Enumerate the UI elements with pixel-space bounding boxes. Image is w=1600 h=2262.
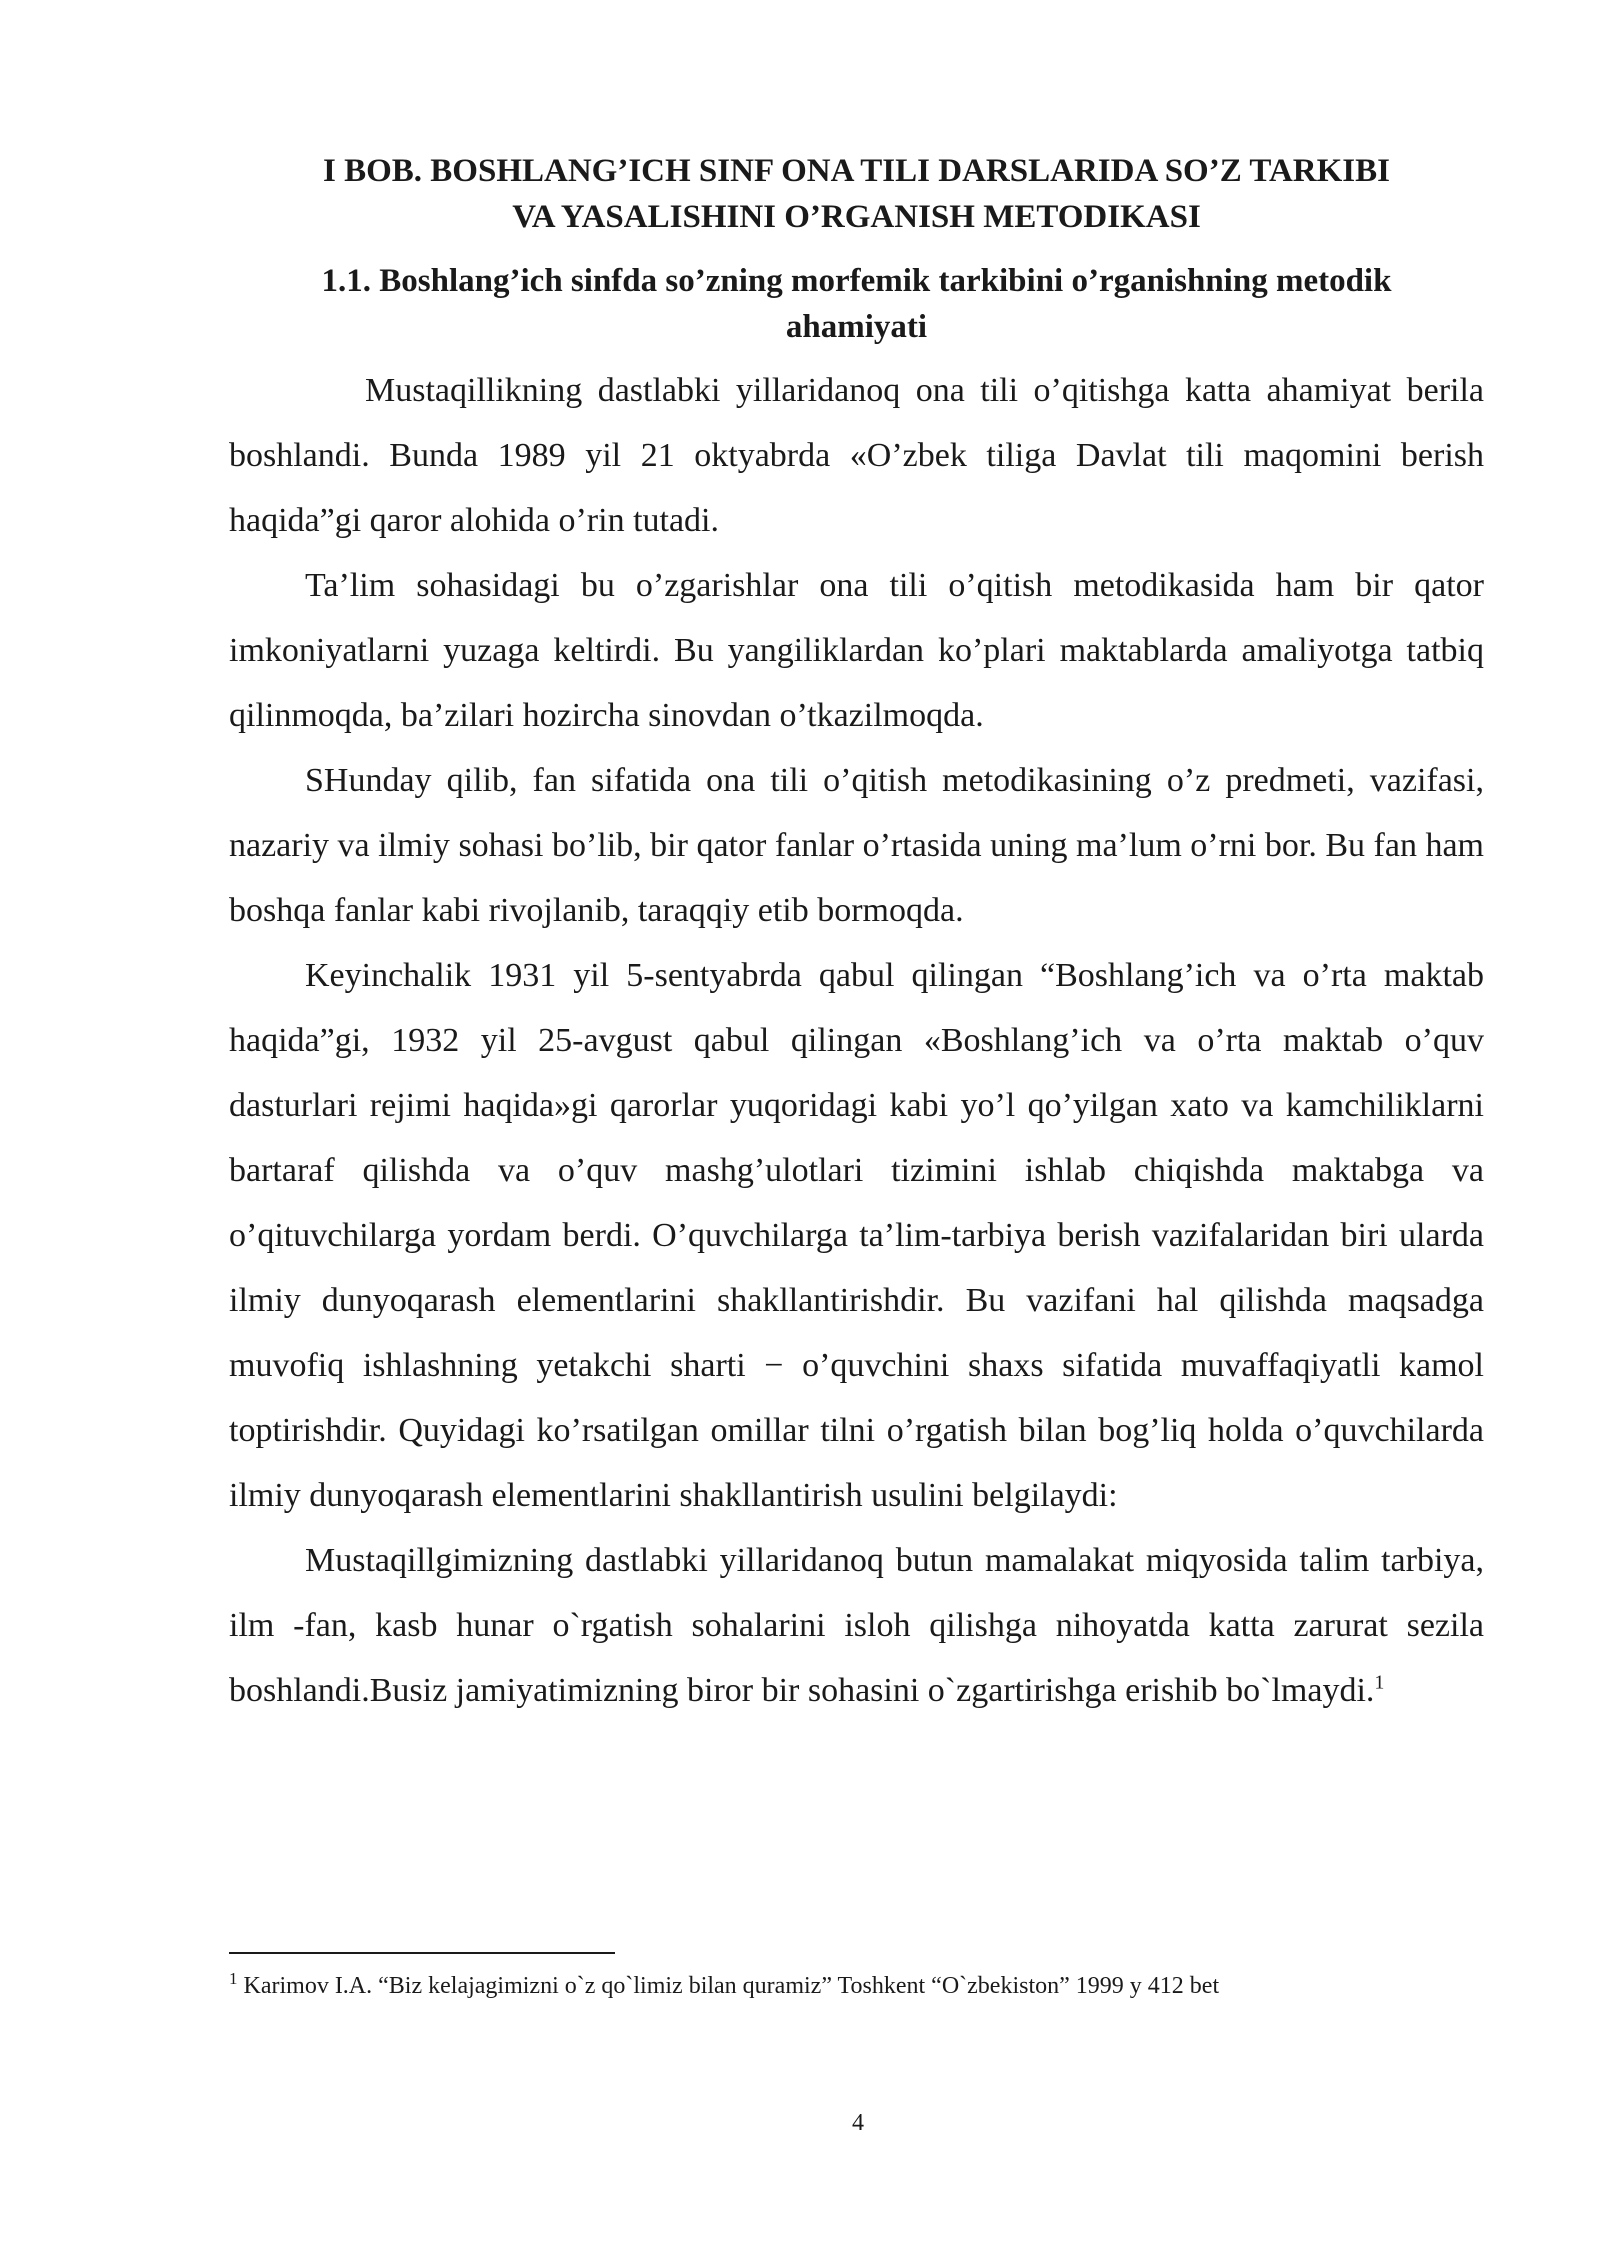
paragraph-5-text: Mustaqillgimizning dastlabki yillaridanoq butun mamalakat miqyosida talim tarbiya, ilm -fan, kasb hunar o`rgatish sohalarini isloh qilishga nihoyatda katta zarurat sezila boshlandi.Busiz jamiyatimizning biror bir sohasini o`zgartirishga erishib bo`lmaydi.: [229, 1542, 1484, 1709]
footnote-separator: [229, 1952, 615, 1954]
chapter-title-line-2: VA YASALISHINI O’RGANISH METODIKASI: [512, 199, 1201, 235]
footnote-marker: 1: [229, 1969, 238, 1988]
paragraph-5: [229, 1528, 1484, 1723]
footnote: [229, 1970, 1484, 2002]
footnote-text: Karimov I.A. “Biz kelajagimizni o`z qo`limiz bilan quramiz” Toshkent “O`zbekiston” 1999 y 412 bet: [237, 1973, 1220, 1999]
paragraph-3: SHunday qilib, fan sifatida ona tili o’qitish metodikasining o’z predmeti, vazifasi, nazariy va ilmiy sohasi bo’lib, bir qator fanlar o’rtasida uning ma’lum o’rni bor. Bu fan ham boshqa fanlar kabi rivojlanib, taraqqiy etib bormoqda.: [229, 762, 1484, 929]
chapter-title: [229, 148, 1484, 240]
footnote-reference[interactable]: 1: [1374, 1671, 1385, 1694]
page-number: 4: [852, 2110, 864, 2136]
paragraph-2: Ta’lim sohasidagi bu o’zgarishlar ona tili o’qitish metodikasida ham bir qator imkoniyatlarni yuzaga keltirdi. Bu yangiliklardan ko’plari maktablarda amaliyotga tatbiq qilinmoqda, ba’zilari hozircha sinovdan o’tkazilmoqda.: [229, 567, 1484, 734]
body-text: [229, 358, 1484, 1723]
section-title-line-1: 1.1. Boshlang’ich sinfda so’zning morfemik tarkibini o’rganishning metodik: [321, 263, 1392, 299]
page-content: [229, 148, 1484, 1723]
paragraph-1: Mustaqillikning dastlabki yillaridanoq ona tili o’qitishga katta ahamiyat berila boshlandi. Bunda 1989 yil 21 oktyabrda «O’zbek tiliga Davlat tili maqomini berish haqida”gi qaror alohida o’rin tutadi.: [229, 372, 1484, 539]
section-title: [229, 258, 1484, 350]
chapter-title-line-1: I BOB. BOSHLANG’ICH SINF ONA TILI DARSLARIDA SO’Z TARKIBI: [323, 153, 1390, 189]
paragraph-4: Keyinchalik 1931 yil 5-sentyabrda qabul qilingan “Boshlang’ich va o’rta maktab haqida”gi, 1932 yil 25-avgust qabul qilingan «Boshlang’ich va o’rta maktab o’quv dasturlari rejimi haqida»gi qarorlar yuqoridagi kabi yo’l qo’yilgan xato va kamchiliklarni bartaraf qilishda va o’quv mashg’ulotlari tizimini ishlab chiqishda maktabga va o’qituvchilarga yordam berdi. O’quvchilarga ta’lim-tarbiya berish vazifalaridan biri ularda ilmiy dunyoqarash elementlarini shakllantirishdir. Bu vazifani hal qilishda maqsadga muvofiq ishlashning yetakchi sharti − o’quvchini shaxs sifatida muvaffaqiyatli kamol toptirishdir. Quyidagi ko’rsatilgan omillar tilni o’rgatish bilan bog’liq holda o’quvchilarda ilmiy dunyoqarash elementlarini shakllantirish usulini belgilaydi:: [229, 957, 1484, 1514]
section-title-line-2: ahamiyati: [785, 309, 928, 345]
